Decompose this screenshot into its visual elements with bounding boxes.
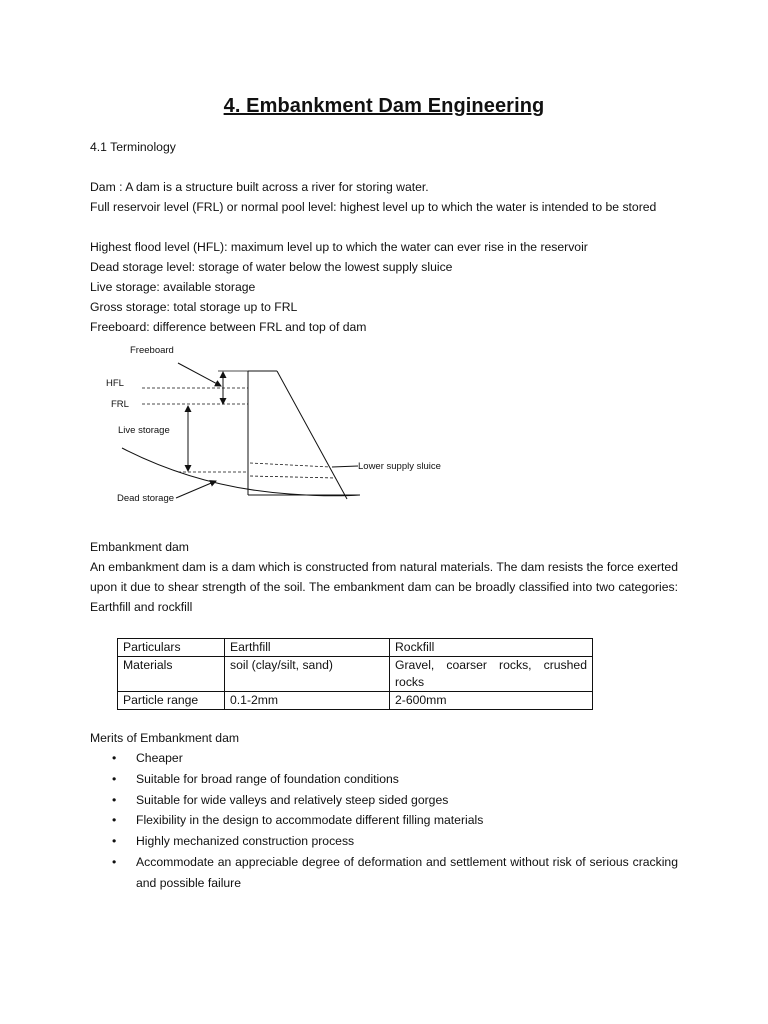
list-item: • Accommodate an appreciable degree of deformation and settlement without risk of serious cracking and possible failure [90,852,678,894]
table-cell: Rockfill [390,639,593,657]
bullet-icon: • [112,751,117,765]
freeboard-label: Freeboard [130,345,174,356]
definition-live-storage: Live storage: available storage [90,280,256,294]
dead-storage-leader [176,481,216,498]
sluice-line-in-dam-bottom [250,476,336,478]
bullet-icon: • [112,771,117,786]
dam-body [248,371,360,499]
sluice-line-in-dam-top [250,463,330,467]
live-storage-label: Live storage [118,425,170,436]
dam-storage-diagram [90,338,460,510]
merits-heading: Merits of Embankment dam [90,731,240,745]
definition-frl: Full reservoir level (FRL) or normal pool level: highest level up to which the water is intended to be stored [90,200,657,214]
table-cell: soil (clay/silt, sand) [225,657,390,692]
embankment-paragraph: An embankment dam is a dam which is constructed from natural materials. The dam resists the force exerted upon it due to shear strength of the soil. The embankment dam can be broadly classified into two categories: Earthfill and rockfill [90,560,678,614]
table-row [118,692,593,710]
table-cell: Particulars [118,639,225,657]
definition-gross-storage: Gross storage: total storage up to FRL [90,300,298,314]
table-cell: 2-600mm [390,692,593,710]
sluice-leader [332,466,358,467]
table-cell: Gravel, coarser rocks, crushed rocks [390,657,593,692]
table-cell: Particle range [118,692,225,710]
table-cell: 0.1-2mm [225,692,390,710]
merits-list [90,748,678,894]
definition-dam: Dam : A dam is a structure built across a river for storing water. [90,180,429,194]
list-item: • Flexibility in the design to accommodate different filling materials [90,810,678,831]
definition-freeboard: Freeboard: difference between FRL and top of dam [90,320,367,334]
list-item: • Cheaper [90,748,678,769]
table-row [118,657,593,692]
bullet-icon: • [112,834,117,849]
hfl-label: HFL [106,378,124,389]
embankment-heading: Embankment dam [90,540,189,554]
definition-hfl: Highest flood level (HFL): maximum level up to which the water can ever rise in the reservoir [90,240,588,254]
list-item: • Highly mechanized construction process [90,831,678,852]
list-item: • Suitable for wide valleys and relatively steep sided gorges [90,790,678,811]
dead-storage-label: Dead storage [117,493,175,504]
table-row [118,639,593,657]
section-heading: 4.1 Terminology [90,140,176,154]
table-cell: Materials [118,657,225,692]
freeboard-leader [178,363,221,386]
bullet-icon: • [112,854,117,869]
earthfill-rockfill-table [117,638,593,710]
bullet-icon: • [112,792,117,807]
frl-label: FRL [111,399,129,410]
definition-dead-storage: Dead storage level: storage of water below the lowest supply sluice [90,260,453,274]
list-item: • Suitable for broad range of foundation conditions [90,769,678,790]
table-cell: Earthfill [225,639,390,657]
bullet-icon: • [112,813,117,828]
page-title: 4. Embankment Dam Engineering [223,95,545,117]
lower-supply-sluice-label: Lower supply sluice [358,461,441,472]
